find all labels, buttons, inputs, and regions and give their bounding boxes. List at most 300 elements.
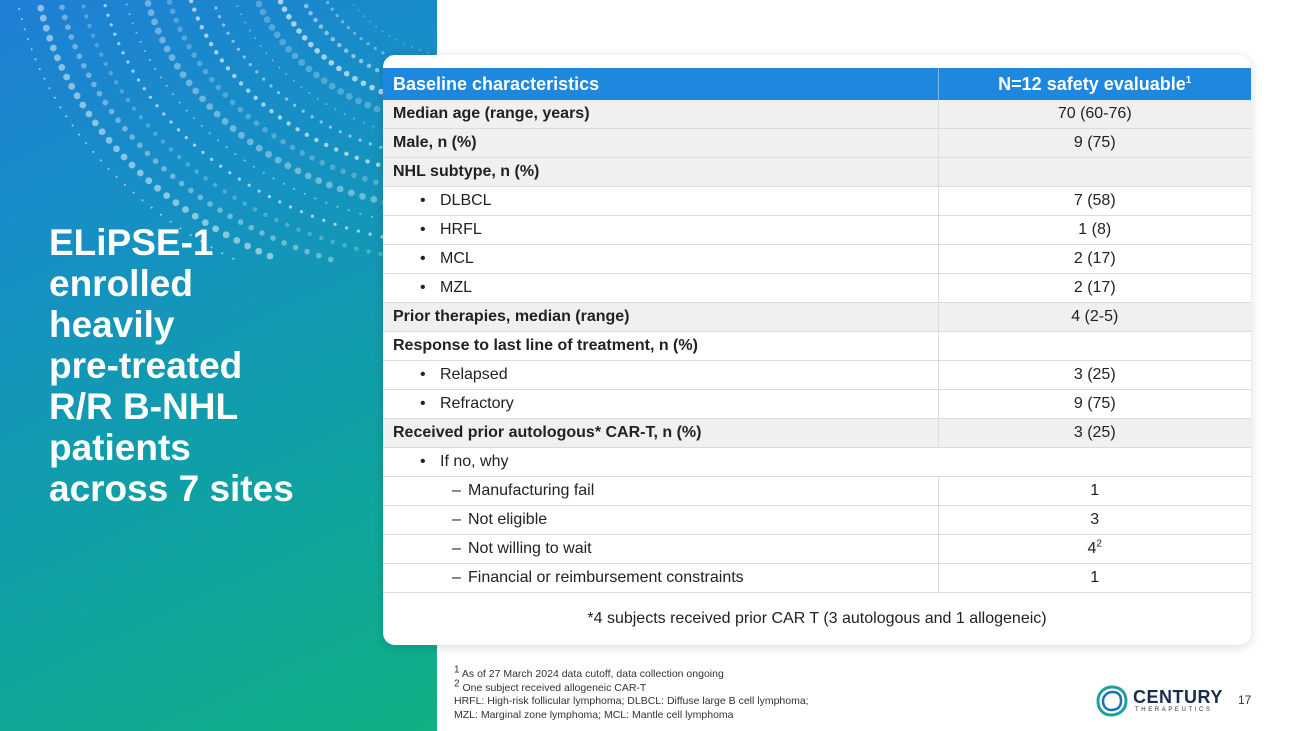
table-row (383, 564, 1251, 593)
decorative-dot (260, 9, 267, 16)
decorative-dot (179, 181, 185, 187)
decorative-dot (302, 35, 308, 41)
decorative-dot (129, 134, 135, 140)
dash-marker: – (452, 482, 461, 499)
row-value: 3 (25) (938, 419, 1251, 448)
decorative-dot (340, 169, 346, 175)
decorative-dot (217, 207, 223, 213)
decorative-dot (269, 24, 276, 31)
decorative-dot (137, 78, 140, 81)
decorative-dot (262, 78, 265, 81)
decorative-dot (230, 125, 237, 132)
footnote-text: One subject received allogeneic CAR-T (462, 681, 647, 694)
decorative-dot (296, 28, 302, 34)
decorative-dot (24, 28, 26, 30)
decorative-dot (379, 146, 382, 149)
decorative-dot (146, 123, 150, 127)
decorative-dot (124, 184, 126, 186)
decorative-dot (186, 162, 190, 166)
decorative-dot (116, 176, 118, 178)
decorative-dot (164, 46, 171, 53)
decorative-dot (365, 159, 369, 163)
decorative-dot (37, 5, 44, 12)
column-header-label: N=12 safety evaluable (998, 73, 1186, 94)
row-label-text: Financial or reimbursement constraints (468, 569, 744, 586)
decorative-dot (279, 39, 286, 46)
decorative-dot (92, 120, 99, 127)
decorative-dot (214, 50, 218, 54)
decorative-dot (129, 162, 136, 169)
decorative-dot (166, 85, 168, 87)
decorative-dot (341, 20, 344, 23)
decorative-dot (381, 51, 384, 54)
decorative-dot (309, 155, 315, 161)
decorative-dot (273, 177, 275, 179)
table-row (383, 158, 1251, 187)
decorative-dot (160, 214, 162, 216)
table-row (383, 477, 1251, 506)
decorative-dot (238, 178, 241, 181)
table-row (383, 332, 1251, 361)
decorative-dot (249, 30, 251, 32)
decorative-dot (173, 18, 179, 24)
decorative-dot (298, 59, 305, 66)
bullet-marker: • (420, 366, 426, 383)
decorative-dot (232, 74, 236, 78)
decorative-dot (290, 145, 296, 151)
row-value (938, 535, 1251, 564)
decorative-dot (274, 31, 281, 38)
footnote-marker: 1 (1185, 74, 1192, 86)
decorative-dot (236, 5, 238, 7)
table-header-row (383, 68, 1251, 100)
decorative-dot (362, 176, 368, 182)
decorative-dot (376, 163, 380, 167)
decorative-dot (136, 32, 138, 34)
decorative-dot (352, 76, 358, 82)
headline-line: enrolled (49, 263, 193, 304)
decorative-dot (369, 142, 372, 145)
decorative-dot (194, 169, 198, 173)
decorative-dot (311, 215, 314, 218)
decorative-dot (201, 125, 203, 127)
table-row (383, 216, 1251, 245)
decorative-dot (353, 4, 355, 6)
decorative-dot (172, 93, 174, 95)
decorative-dot (160, 76, 162, 78)
row-label-text: If no, why (440, 453, 509, 470)
decorative-dot (346, 93, 353, 100)
decorative-dot (334, 147, 338, 151)
decorative-dot (278, 200, 281, 203)
decorative-dot (246, 89, 250, 93)
decorative-dot (337, 186, 344, 193)
decorative-dot (367, 64, 371, 68)
decorative-dot (360, 37, 363, 40)
decorative-dot (40, 15, 47, 22)
decorative-dot (258, 190, 261, 193)
decorative-dot (262, 127, 268, 133)
decorative-dot (196, 16, 200, 20)
decorative-dot (163, 192, 170, 199)
decorative-dot (321, 77, 328, 84)
decorative-dot (222, 118, 229, 125)
decorative-dot (72, 44, 78, 50)
decorative-dot (304, 193, 306, 195)
row-label (383, 564, 938, 593)
decorative-dot (254, 37, 256, 39)
decorative-dot (359, 59, 363, 63)
footnote-line: MZL: Marginal zone lymphoma; MCL: Mantle cell lymphoma (454, 708, 734, 721)
decorative-dot (113, 33, 116, 36)
decorative-dot (210, 158, 213, 161)
table-row (383, 100, 1251, 129)
baseline-table-card (383, 55, 1251, 645)
decorative-dot (283, 183, 285, 185)
decorative-dot (348, 189, 355, 196)
decorative-dot (228, 171, 231, 174)
decorative-dot (271, 133, 277, 139)
decorative-dot (369, 85, 375, 91)
decorative-dot (151, 19, 158, 26)
row-value: 1 (8) (938, 216, 1251, 245)
decorative-dot (261, 102, 265, 106)
row-label (383, 448, 938, 477)
footnote-marker: 1 (454, 664, 460, 676)
decorative-dot (132, 22, 134, 24)
decorative-dot (185, 136, 188, 139)
decorative-dot (87, 24, 91, 28)
decorative-dot (314, 197, 316, 199)
row-label-text: MCL (440, 250, 474, 267)
decorative-dot (353, 118, 355, 120)
decorative-dot (315, 177, 322, 184)
decorative-dot (154, 185, 161, 192)
decorative-dot (355, 156, 359, 160)
decorative-dot (106, 137, 113, 144)
row-label-text: Manufacturing fail (468, 482, 595, 499)
table-row (383, 187, 1251, 216)
decorative-dot (59, 5, 65, 11)
slide-headline (49, 222, 409, 509)
dash-marker: – (452, 540, 461, 557)
decorative-dot (373, 179, 379, 185)
decorative-dot (269, 109, 273, 113)
row-label-text: Not eligible (468, 511, 548, 528)
decorative-dot (314, 138, 318, 142)
decorative-dot (140, 41, 142, 43)
decorative-dot (39, 68, 41, 70)
decorative-dot (227, 32, 230, 35)
decorative-dot (306, 66, 313, 73)
decorative-dot (213, 183, 217, 187)
decorative-dot (62, 14, 68, 20)
decorative-dot (256, 1, 263, 8)
decorative-dot (198, 195, 204, 201)
row-label-text: DLBCL (440, 192, 492, 209)
decorative-dot (375, 68, 379, 72)
decorative-dot (293, 188, 295, 190)
decorative-dot (353, 32, 356, 35)
decorative-dot (222, 23, 225, 26)
footnote-marker: 2 (454, 678, 460, 689)
decorative-dot (220, 58, 224, 62)
decorative-dot (278, 115, 282, 119)
decorative-dot (182, 206, 189, 213)
decorative-dot (214, 111, 221, 118)
decorative-dot (27, 38, 29, 40)
decorative-dot (324, 143, 328, 147)
logo-wordmark: CENTURY (1133, 687, 1223, 707)
decorative-dot (97, 91, 103, 97)
decorative-dot (382, 30, 384, 32)
decorative-dot (173, 199, 180, 206)
decorative-dot (216, 85, 222, 91)
decorative-dot (201, 151, 204, 154)
decorative-dot (285, 98, 288, 101)
decorative-dot (247, 139, 254, 146)
decorative-dot (389, 35, 391, 37)
decorative-dot (265, 52, 267, 54)
table-row (383, 245, 1251, 274)
decorative-dot (106, 14, 109, 17)
footnote-marker: 2 (1096, 538, 1102, 550)
decorative-dot (278, 0, 284, 4)
decorative-dot (78, 134, 80, 136)
decorative-dot (277, 91, 280, 94)
decorative-dot (313, 18, 317, 22)
decorative-dot (359, 139, 362, 142)
table-row (383, 361, 1251, 390)
decorative-dot (344, 71, 350, 77)
decorative-dot (223, 92, 229, 98)
column-header: Baseline characteristics (383, 68, 938, 100)
decorative-dot (100, 159, 102, 161)
decorative-dot (232, 196, 236, 200)
decorative-dot (121, 154, 128, 161)
decorative-dot (223, 189, 227, 193)
decorative-dot (193, 144, 196, 147)
decorative-dot (320, 160, 326, 166)
decorative-dot (207, 201, 213, 207)
decorative-dot (114, 80, 118, 84)
decorative-dot (226, 146, 228, 148)
decorative-dot (304, 4, 308, 8)
decorative-dot (186, 80, 193, 87)
decorative-dot (161, 139, 165, 143)
decorative-dot (260, 45, 262, 47)
decorative-dot (104, 62, 108, 66)
decorative-dot (253, 166, 255, 168)
table-row (383, 129, 1251, 158)
footnote-line (454, 664, 809, 682)
decorative-dot (204, 34, 208, 38)
decorative-dot (74, 92, 81, 99)
row-value: 3 (25) (938, 361, 1251, 390)
decorative-dot (369, 21, 371, 23)
bullet-marker: • (420, 395, 426, 412)
decorative-dot (144, 50, 146, 52)
decorative-dot (162, 112, 165, 115)
decorative-dot (329, 83, 336, 90)
decorative-dot (197, 61, 203, 67)
row-value: 3 (938, 506, 1251, 535)
decorative-dot (115, 117, 121, 123)
decorative-dot (265, 151, 272, 158)
decorative-dot (311, 115, 314, 118)
decorative-dot (84, 14, 88, 18)
decorative-dot (226, 66, 230, 70)
footnote-text: As of 27 March 2024 data cutoff, data collection ongoing (461, 668, 724, 680)
row-label (383, 535, 938, 564)
row-label-text: HRFL (440, 221, 482, 238)
footnote-line (454, 678, 809, 696)
decorative-dot (363, 15, 365, 17)
decorative-dot (238, 132, 245, 139)
decorative-dot (326, 1, 329, 4)
decorative-dot (344, 152, 348, 156)
row-label: Received prior autologous* CAR-T, n (%) (383, 419, 938, 448)
decorative-dot (245, 114, 251, 120)
decorative-dot (148, 9, 155, 16)
decorative-dot (269, 84, 272, 87)
decorative-dot (113, 145, 120, 152)
baseline-characteristics-table (383, 68, 1251, 593)
decorative-dot (44, 78, 46, 80)
decorative-dot (145, 0, 152, 7)
decorative-dot (139, 115, 143, 119)
decorative-dot (92, 151, 94, 153)
decorative-dot (359, 213, 361, 215)
decorative-dot (374, 106, 381, 113)
decorative-dot (149, 59, 151, 61)
decorative-dot (237, 48, 240, 51)
decorative-dot (186, 110, 188, 112)
decorative-dot (295, 127, 299, 131)
decorative-dot (54, 54, 61, 61)
decorative-dot (179, 102, 181, 104)
headline-line: ELiPSE-1 (49, 222, 214, 263)
logo-subtitle: THERAPEUTICS (1135, 707, 1213, 713)
decorative-dot (104, 4, 107, 7)
headline-line: across 7 sites (49, 468, 294, 509)
row-value: 70 (60-76) (938, 100, 1251, 129)
row-label: Prior therapies, median (range) (383, 303, 938, 332)
decorative-dot (351, 54, 355, 58)
decorative-dot (177, 26, 183, 32)
decorative-dot (99, 128, 106, 135)
decorative-dot (192, 213, 199, 220)
decorative-dot (137, 143, 143, 149)
row-label (383, 361, 938, 390)
decorative-dot (126, 98, 130, 102)
decorative-dot (192, 88, 199, 95)
decorative-dot (167, 0, 173, 5)
decorative-dot (200, 25, 204, 29)
decorative-dot (219, 165, 222, 168)
row-label-text: Not willing to wait (468, 540, 592, 557)
decorative-dot (371, 216, 373, 218)
decorative-dot (337, 206, 339, 208)
table-row (383, 390, 1251, 419)
decorative-dot (317, 98, 319, 100)
decorative-dot (268, 195, 271, 198)
decorative-dot (230, 100, 236, 106)
decorative-dot (363, 122, 365, 124)
decorative-dot (282, 6, 288, 12)
decorative-dot (280, 139, 286, 145)
decorative-dot (85, 142, 87, 144)
decorative-dot (68, 83, 75, 90)
decorative-dot (95, 43, 99, 47)
bullet-marker: • (420, 192, 426, 209)
decorative-dot (217, 139, 219, 141)
decorative-dot (126, 4, 128, 6)
decorative-dot (31, 48, 33, 50)
decorative-dot (155, 104, 158, 107)
decorative-dot (143, 87, 146, 90)
decorative-dot (65, 115, 67, 117)
slide-footnotes (454, 664, 809, 722)
decorative-dot (427, 52, 429, 54)
decorative-dot (151, 207, 153, 209)
dash-marker: – (452, 511, 461, 528)
decorative-dot (69, 34, 75, 40)
row-value: 1 (938, 564, 1251, 593)
decorative-dot (132, 107, 136, 111)
decorative-dot (154, 68, 156, 70)
footnote-line: HRFL: High-risk follicular lymphoma; DLBCL: Diffuse large B cell lymphoma; (454, 695, 809, 707)
decorative-dot (248, 184, 251, 187)
row-value: 2 (17) (938, 274, 1251, 303)
decorative-dot (91, 34, 95, 38)
decorative-dot (305, 173, 312, 180)
decorative-dot (359, 193, 366, 200)
decorative-dot (86, 111, 93, 118)
decorative-dot (209, 77, 215, 83)
decorative-dot (375, 26, 377, 28)
row-value: 2 (17) (938, 245, 1251, 274)
decorative-dot (244, 160, 246, 162)
decorative-dot (374, 47, 377, 50)
decorative-dot (305, 133, 309, 137)
row-label: Male, n (%) (383, 129, 938, 158)
decorative-dot (182, 35, 188, 41)
decorative-dot (238, 107, 244, 113)
row-value: 1 (938, 477, 1251, 506)
decorative-dot (142, 199, 144, 201)
decorative-dot (361, 81, 367, 87)
decorative-dot (65, 24, 71, 30)
table-row (383, 535, 1251, 564)
decorative-dot (244, 22, 246, 24)
decorative-dot (299, 150, 305, 156)
decorative-dot (149, 96, 152, 99)
decorative-dot (86, 72, 92, 78)
decorative-dot (264, 16, 271, 23)
decorative-dot (43, 25, 50, 32)
row-label-text: Refractory (440, 395, 514, 412)
decorative-dot (331, 8, 334, 11)
decorative-dot (370, 196, 377, 203)
decorative-dot (188, 188, 194, 194)
decorative-dot (272, 60, 274, 62)
row-value: 7 (58) (938, 187, 1251, 216)
decorative-dot (344, 49, 348, 53)
decorative-dot (193, 117, 195, 119)
decorative-dot (355, 98, 362, 105)
decorative-dot (275, 157, 282, 164)
